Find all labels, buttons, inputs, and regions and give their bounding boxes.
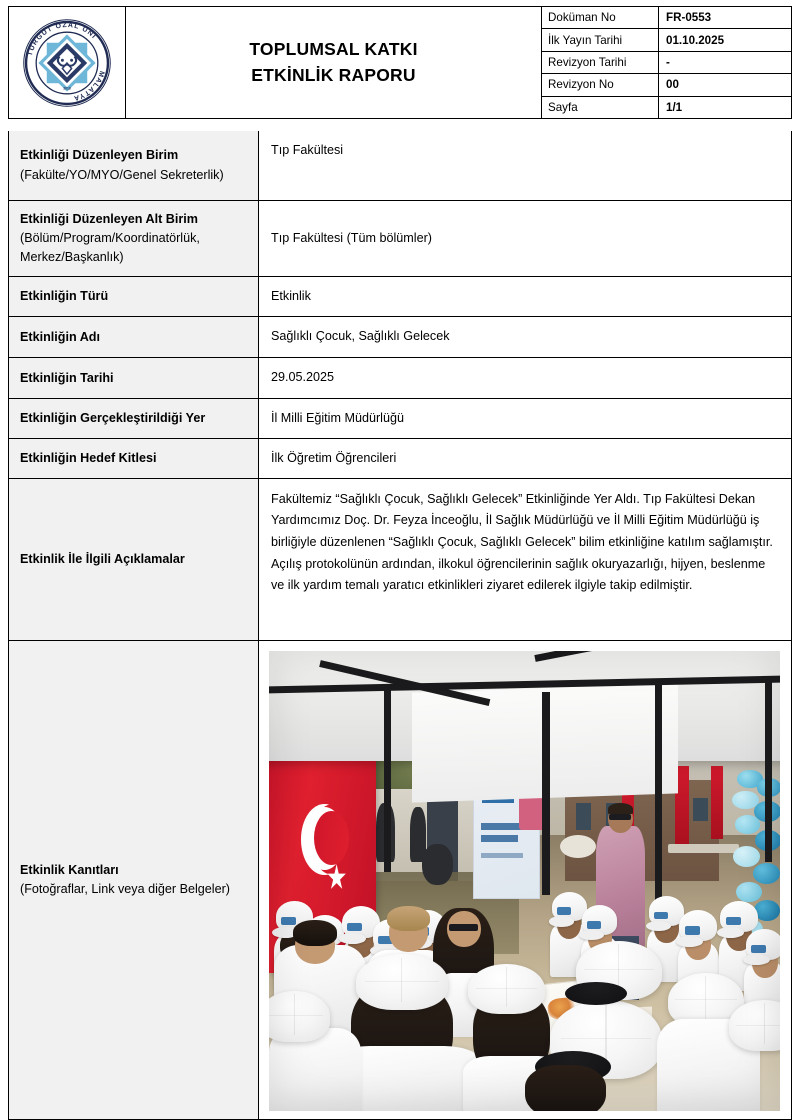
row-label-event-place — [9, 399, 259, 438]
photo-seated-person — [422, 844, 453, 885]
meta-row-ilk-yayin-tarihi — [542, 29, 791, 51]
row-value-organizing-unit: Tıp Fakültesi — [271, 143, 344, 157]
row-label-target-audience — [9, 439, 259, 478]
row-label-description — [9, 479, 259, 640]
photo-foreground-white-cap — [729, 1000, 780, 1051]
photo-hair — [608, 803, 634, 815]
meta-key: Sayfa — [542, 97, 659, 118]
tent-pole — [384, 688, 391, 872]
photo-foreground-white-cap — [356, 954, 448, 1009]
balloon — [753, 863, 780, 884]
photo-hair — [387, 906, 431, 931]
document-title-line-2: ETKİNLİK RAPORU — [251, 64, 416, 85]
label-sub: (Fakülte/YO/MYO/Genel Sekreterlik) — [20, 167, 224, 182]
flag-crescent-inner — [314, 811, 349, 865]
university-logo — [21, 17, 113, 109]
table-row-description — [9, 479, 791, 641]
label-main: Etkinlik İle İlgili Açıklamalar — [20, 551, 185, 566]
row-value-event-type: Etkinlik — [271, 289, 311, 304]
tent-pole — [655, 683, 663, 922]
svg-text:TURGUT OZAL ÜNİ: TURGUT OZAL ÜNİ — [26, 21, 98, 57]
row-value-organizing-subunit: Tıp Fakültesi (Tüm bölümler) — [271, 231, 432, 246]
row-label-organizing-unit — [9, 131, 259, 200]
label-main: Etkinliğin Hedef Kitlesi — [20, 450, 157, 465]
label-main: Etkinlik Kanıtları — [20, 862, 119, 877]
table-row-event-name — [9, 317, 791, 358]
meta-value: - — [666, 56, 670, 70]
label-main: Etkinliğin Adı — [20, 329, 100, 344]
photo-window — [693, 798, 708, 821]
photo-foreground-white-cap — [468, 964, 545, 1015]
meta-row-sayfa — [542, 97, 791, 118]
meta-row-dokuman-no — [542, 7, 791, 29]
row-label-organizing-subunit — [9, 201, 259, 276]
document-title-cell — [126, 7, 542, 118]
label-main: Etkinliğin Tarihi — [20, 370, 114, 385]
photo-hair — [293, 920, 338, 946]
row-value-description: Fakültemiz “Sağlıklı Çocuk, Sağlıklı Gelecek” Etkinliğinde Yer Aldı. Tıp Fakültesi Dekan Yardımcımız Doç. Dr. Feyza İnceoğlu, İl Sağlık Müdürlüğü ve İl Milli Eğitim Müdürlüğü iş birliğiyle düzenlenen “Sağlıklı Çocuk, Sağlıklı Gelecek” bilim etkinliğine katılım sağlamıştır. Açılış protokolünün ardından, ilkokul öğrencilerinin sağlık okuryazarlığı, hijyen, beslenme ve ilk yardım temalı yaratıcı etkinlikleri ziyaret edilerek ilgiyle takip edilmiştir. — [271, 491, 773, 593]
document-meta-table — [542, 7, 791, 118]
photo-sunglasses — [609, 814, 631, 820]
table-row-event-place — [9, 399, 791, 439]
row-label-event-name — [9, 317, 259, 357]
meta-value: 1/1 — [666, 100, 683, 114]
event-report-table — [8, 131, 792, 1120]
label-main: Etkinliği Düzenleyen Alt Birim — [20, 212, 198, 226]
table-row-evidence — [9, 641, 791, 1119]
university-logo-cell — [9, 7, 126, 118]
table-row-organizing-unit — [9, 131, 791, 201]
tent-pole — [765, 678, 772, 862]
meta-row-revizyon-tarihi — [542, 52, 791, 74]
photo-window — [576, 803, 591, 831]
balloon — [735, 815, 761, 834]
banner-text-line — [481, 853, 524, 858]
meta-value: 00 — [666, 78, 679, 92]
photo-foreground-white-cap — [269, 991, 330, 1042]
balloon — [733, 846, 760, 867]
meta-value: 01.10.2025 — [666, 33, 725, 47]
row-value-target-audience: İlk Öğretim Öğrencileri — [271, 450, 397, 465]
photo-sunglasses — [449, 924, 479, 931]
banner-text-line — [481, 835, 518, 842]
table-row-organizing-subunit — [9, 201, 791, 277]
meta-key: Doküman No — [542, 7, 659, 28]
event-photograph — [269, 651, 780, 1111]
meta-key: Revizyon Tarihi — [542, 52, 659, 73]
label-sub: (Bölüm/Program/Koordinatörlük, Merkez/Başkanlık) — [20, 231, 200, 265]
meta-key: Revizyon No — [542, 74, 659, 95]
photo-foreground-long-hair — [525, 1065, 607, 1111]
meta-key: İlk Yayın Tarihi — [542, 29, 659, 50]
row-value-event-place: İl Milli Eğitim Müdürlüğü — [271, 411, 404, 426]
meta-row-revizyon-no — [542, 74, 791, 96]
row-value-event-date: 29.05.2025 — [271, 370, 335, 385]
meta-value: FR-0553 — [666, 11, 712, 25]
label-main: Etkinliği Düzenleyen Birim — [20, 148, 179, 163]
svg-text:2018: 2018 — [63, 86, 71, 91]
row-value-event-name: Sağlıklı Çocuk, Sağlıklı Gelecek — [271, 329, 450, 344]
photo-round-sign — [560, 835, 596, 858]
row-label-event-type — [9, 277, 259, 316]
label-main: Etkinliğin Türü — [20, 289, 109, 304]
label-main: Etkinliğin Gerçekleştirildiği Yer — [20, 411, 206, 425]
row-label-event-date — [9, 358, 259, 398]
tent-pole — [542, 692, 549, 894]
svg-text:MALATYA: MALATYA — [72, 69, 106, 102]
table-row-event-type — [9, 277, 791, 317]
table-row-target-audience — [9, 439, 791, 479]
table-row-event-date — [9, 358, 791, 399]
document-title-line-1: TOPLUMSAL KATKI — [249, 39, 418, 60]
photo-cap-brim — [565, 982, 626, 1005]
label-sub: (Fotoğraflar, Link veya diğer Belgeler) — [20, 881, 230, 896]
row-label-evidence — [9, 641, 259, 1119]
document-header — [8, 6, 792, 119]
row-value-evidence — [259, 641, 792, 1119]
